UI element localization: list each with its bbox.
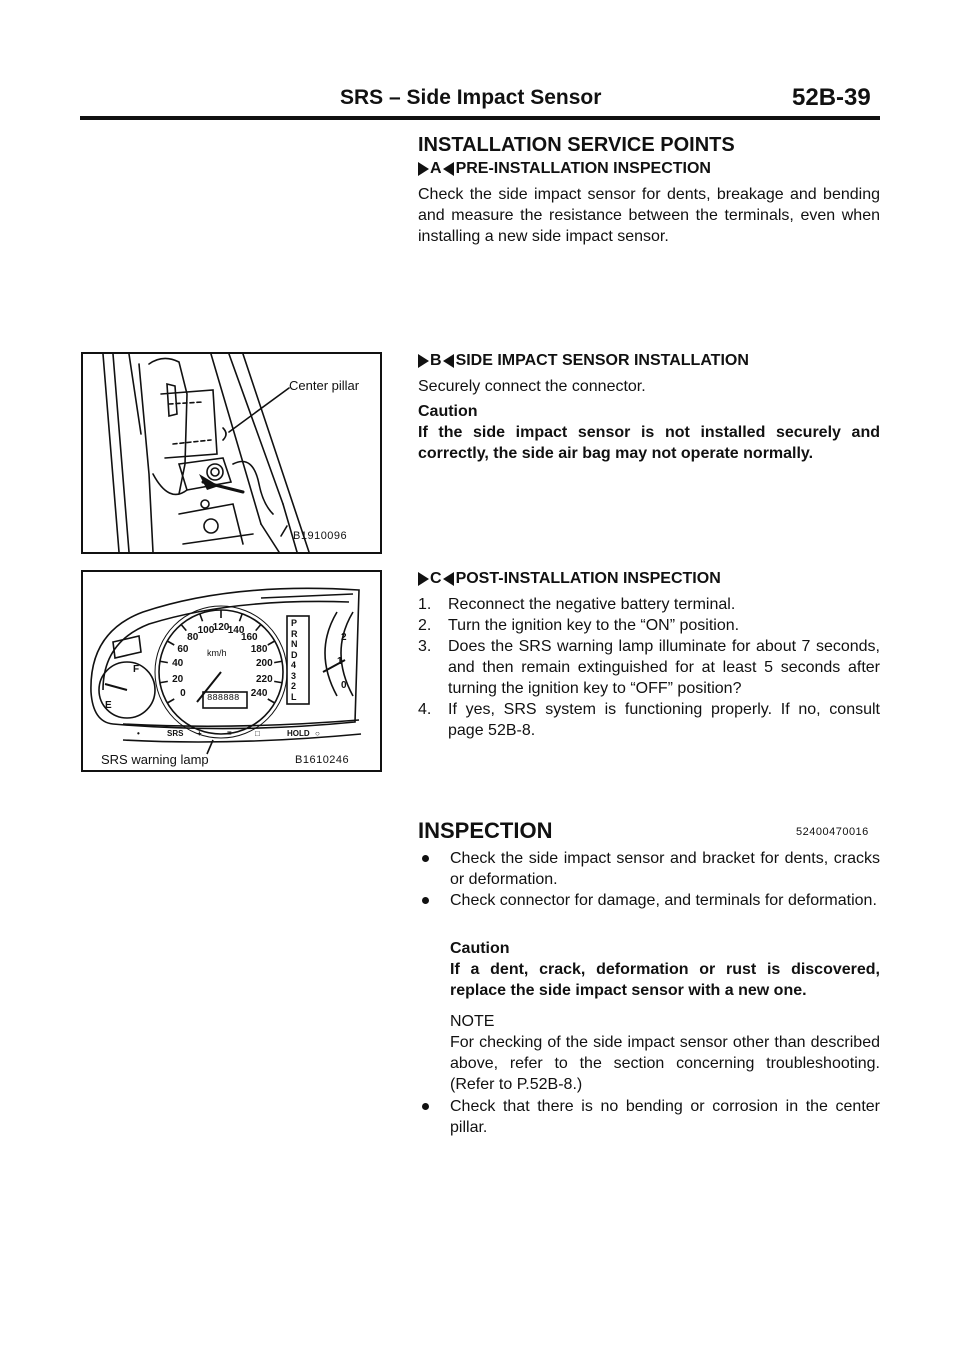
- speedometer-tick-label: 20: [172, 673, 184, 685]
- inspection-bullets-final: [420, 1096, 880, 1138]
- svg-text:SRS: SRS: [167, 729, 184, 738]
- center-pillar-label: Center pillar: [289, 378, 360, 393]
- step-text: Does the SRS warning lamp illuminate for about 7 seconds, and then remain extinguished for at least 5 seconds after turning the ignition key to “OFF” position?: [448, 638, 880, 697]
- list-item: [418, 615, 880, 636]
- fuel-empty-label: E: [105, 700, 112, 711]
- installation-heading: INSTALLATION SERVICE POINTS: [418, 134, 735, 156]
- speedometer-tick-label: 120: [212, 622, 230, 633]
- speedometer-tick-label: 0: [180, 688, 186, 699]
- speedometer-tick-label: 140: [227, 624, 245, 636]
- inspection-bullets: [420, 848, 880, 911]
- speedometer-tick-label: 220: [255, 673, 273, 685]
- svg-text:○: ○: [315, 729, 320, 738]
- temp-mark: 2: [341, 632, 347, 643]
- page-number: 52B-39: [792, 84, 871, 111]
- speedometer-tick-label: 180: [250, 644, 268, 655]
- inspection-code: 52400470016: [796, 826, 869, 838]
- subsection-a-text: Check the side impact sensor for dents, breakage and bending and measure the resistance between the terminals, even when installing a new side impact sensor.: [418, 186, 880, 245]
- step-number: 3.: [418, 638, 432, 655]
- subsection-a-heading: [418, 160, 711, 178]
- bullet-icon: [420, 1096, 450, 1138]
- gear-position: R: [291, 628, 298, 639]
- inspection-caution-text: If a dent, crack, deformation or rust is discovered, replace the side impact sensor with a new one.: [450, 961, 880, 999]
- step-number: 1.: [418, 596, 432, 613]
- speedometer-tick-label: 40: [172, 658, 184, 670]
- list-item: [420, 848, 880, 890]
- speedometer-tick-label: 80: [187, 632, 199, 644]
- page-header-title: SRS – Side Impact Sensor: [340, 86, 602, 109]
- note-title: NOTE: [450, 1013, 495, 1030]
- step-text: Turn the ignition key to the “ON” position.: [448, 617, 740, 634]
- arrow-right-icon: [418, 162, 429, 176]
- subsection-label: SIDE IMPACT SENSOR INSTALLATION: [455, 352, 749, 369]
- subsection-label: PRE-INSTALLATION INSPECTION: [455, 160, 711, 177]
- gear-position: 2: [291, 681, 297, 691]
- center-pillar-figure: [81, 352, 382, 554]
- arrow-left-icon: [443, 162, 454, 176]
- subsection-letter: B: [430, 352, 442, 369]
- subsection-b-heading: [418, 352, 749, 370]
- bullet-text: Check connector for damage, and terminals for deformation.: [450, 892, 877, 909]
- step-text: Reconnect the negative battery terminal.: [448, 596, 736, 613]
- gear-position: L: [291, 691, 297, 702]
- svg-text:=: =: [227, 729, 232, 738]
- speedometer-tick-label: 60: [177, 644, 189, 655]
- subsection-b-text: Securely connect the connector.: [418, 378, 646, 395]
- subsection-letter: A: [430, 160, 442, 177]
- subsection-c-heading: [418, 570, 721, 588]
- gear-position: N: [291, 639, 298, 649]
- step-number: 2.: [418, 617, 432, 634]
- post-installation-steps: [418, 594, 880, 741]
- speedometer-tick-label: 240: [250, 688, 268, 699]
- svg-text:•: •: [137, 729, 140, 738]
- speed-unit: km/h: [207, 648, 227, 658]
- caution-text: If the side impact sensor is not installed securely and correctly, the side air bag may not operate normally.: [418, 424, 880, 462]
- srs-warning-lamp-label: SRS warning lamp: [101, 752, 209, 767]
- gear-indicator: [291, 618, 298, 702]
- temp-mark: 0: [341, 680, 347, 691]
- arrow-right-icon: [418, 354, 429, 368]
- list-item: [420, 1096, 880, 1138]
- step-number: 4.: [418, 701, 432, 718]
- instrument-cluster-figure: [81, 570, 382, 772]
- speedometer-labels: [83, 572, 380, 770]
- gear-position: D: [291, 649, 298, 660]
- svg-text:HOLD: HOLD: [287, 729, 310, 738]
- note-text: For checking of the side impact sensor other than described above, refer to the section concerning troubleshooting. (Refer to P.52B-8.): [450, 1034, 880, 1093]
- gear-position: P: [291, 618, 298, 628]
- svg-text:□: □: [255, 729, 260, 738]
- arrow-left-icon: [443, 354, 454, 368]
- speedometer-tick-label: 160: [240, 632, 258, 644]
- list-item: [418, 594, 880, 615]
- temp-mark: 1: [337, 656, 343, 667]
- odometer-display: 888888: [207, 693, 240, 703]
- list-item: [418, 699, 880, 741]
- bullet-text: Check that there is no bending or corrosion in the center pillar.: [450, 1098, 880, 1136]
- subsection-letter: C: [430, 570, 442, 587]
- speedometer-tick-label: 200: [255, 658, 273, 670]
- svg-text:+: +: [197, 729, 202, 738]
- caution-title: Caution: [418, 403, 478, 420]
- gear-position: 3: [291, 670, 297, 681]
- bullet-text: Check the side impact sensor and bracket for dents, cracks or deformation.: [450, 850, 880, 888]
- arrow-left-icon: [443, 572, 454, 586]
- inspection-heading: INSPECTION: [418, 818, 553, 843]
- fuel-full-label: F: [133, 664, 140, 675]
- list-item: [420, 890, 880, 911]
- step-text: If yes, SRS system is functioning properly. If no, consult page 52B-8.: [448, 701, 880, 739]
- inspection-caution-title: Caution: [450, 940, 510, 957]
- header-rule: [80, 116, 880, 120]
- speedometer-tick-label: 100: [197, 624, 215, 636]
- gear-position: 4: [291, 660, 297, 670]
- bullet-icon: [420, 848, 450, 890]
- bullet-icon: [420, 890, 450, 911]
- arrow-right-icon: [418, 572, 429, 586]
- figure-code: B1610246: [295, 754, 350, 766]
- list-item: [418, 636, 880, 699]
- subsection-label: POST-INSTALLATION INSPECTION: [455, 570, 721, 587]
- figure-code: B1910096: [293, 530, 348, 542]
